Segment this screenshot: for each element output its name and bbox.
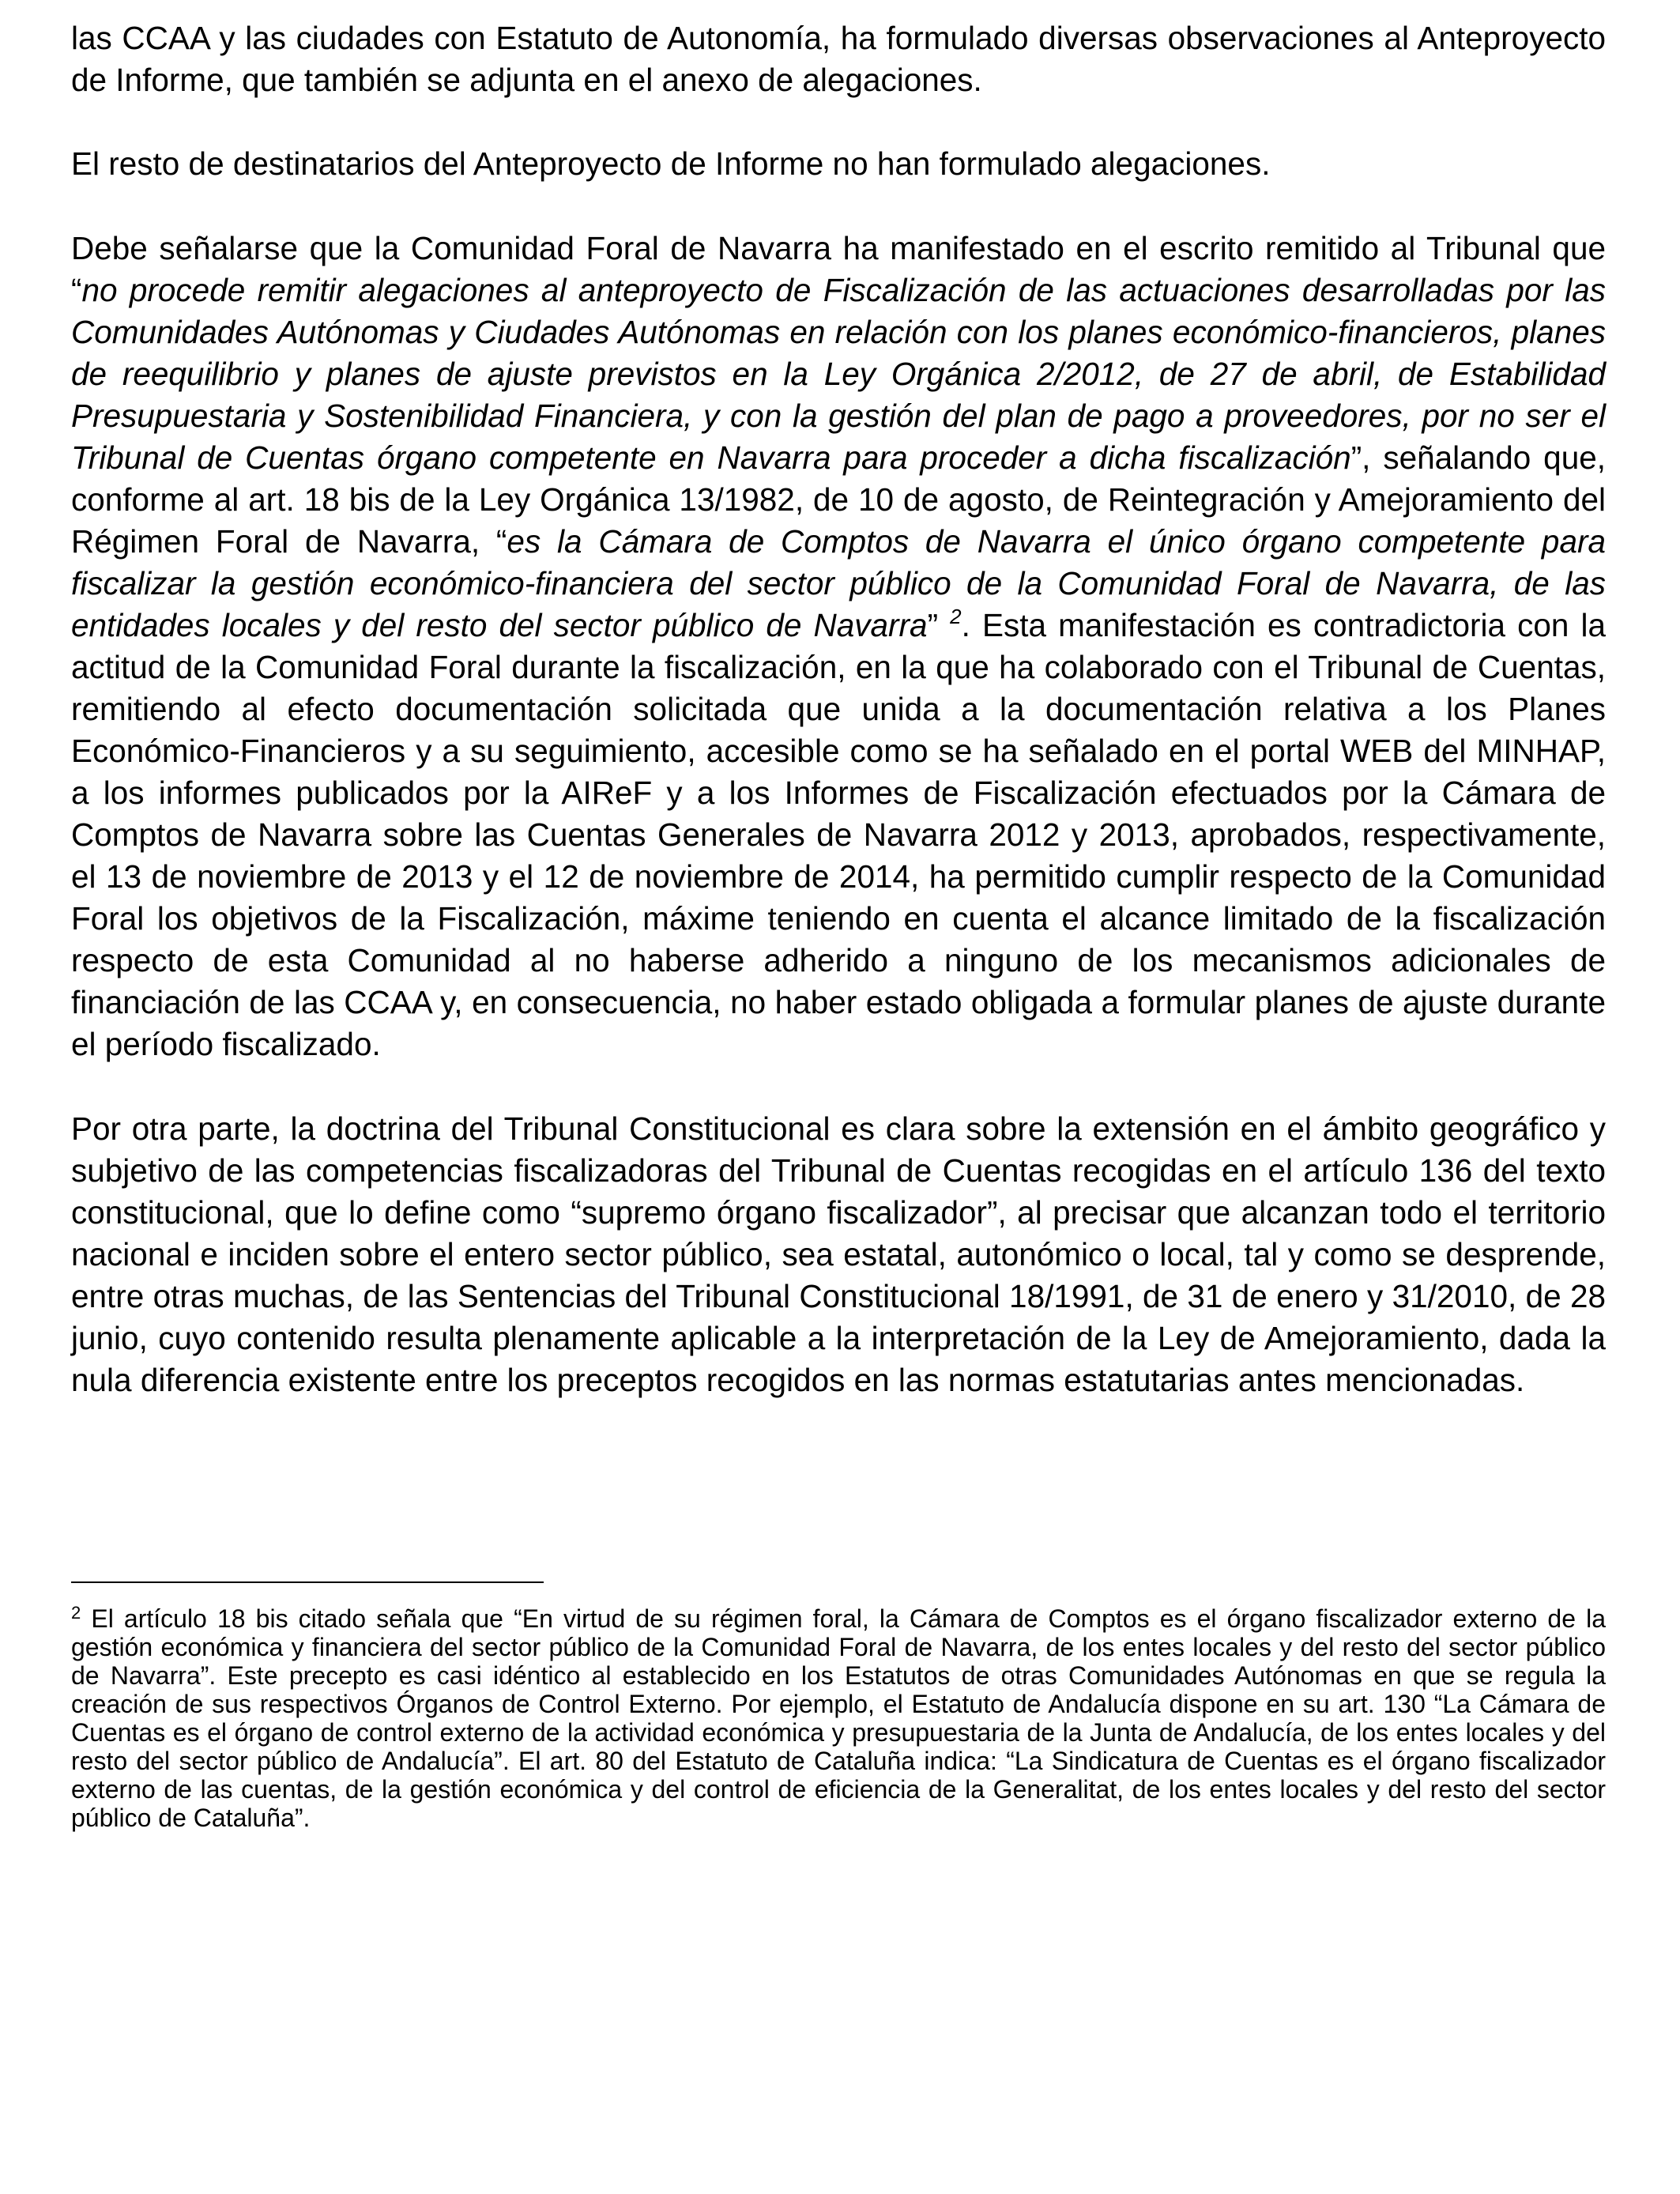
paragraph-3-text-d: . Esta manifestación es contradictoria con la actitud de la Comunidad Foral durante la fiscalización, en la que ha colaborado con el Tribunal de Cuentas, remitiendo al efecto documentación solicitada que unida a la documentación relativa a los Planes Económico-Financieros y a su seguimiento, accesible como se ha señalado en el portal WEB del MINHAP, a los informes publicados por la AIReF y a los Informes de Fiscalización efectuados por la Cámara de Comptos de Navarra sobre las Cuentas Generales de Navarra 2012 y 2013, aprobados, respectivamente, el 13 de noviembre de 2013 y el 12 de noviembre de 2014, ha permitido cumplir respecto de la Comunidad Foral los objetivos de la Fiscalización, máxime teniendo en cuenta el alcance limitado de la fiscalización respecto de esta Comunidad al no haberse adherido a ninguno de los mecanismos adicionales de financiación de las CCAA y, en consecuencia, no haber estado obligada a formular planes de ajuste durante el período fiscalizado.	[71, 607, 1606, 1062]
footnote-text: El artículo 18 bis citado señala que “En virtud de su régimen foral, la Cámara de Comptos es el órgano fiscalizador externo de la gestión económica y financiera del sector público de la Comunidad Foral de Navarra, de los entes locales y del resto del sector público de Navarra”. Este precepto es casi idéntico al establecido en los Estatutos de otras Comunidades Autónomas en que se regula la creación de sus respectivos Órganos de Control Externo. Por ejemplo, el Estatuto de Andalucía dispone en su art. 130 “La Cámara de Cuentas es el órgano de control externo de la actividad económica y presupuestaria de la Junta de Andalucía, de los entes locales y del resto del sector público de Andalucía”. El art. 80 del Estatuto de Cataluña indica: “La Sindicatura de Cuentas es el órgano fiscalizador externo de las cuentas, de la gestión económica y del control de eficiencia de la Generalitat, de los entes locales y del resto del sector público de Cataluña”.	[71, 1604, 1606, 1832]
paragraph-3-text-b: ”, señalando que, conforme al art. 18 bis de la Ley Orgánica 13/1982, de 10 de agosto, de Reintegración y Amejoramiento del Régimen Foral de Navarra, “	[71, 439, 1606, 560]
document-body	[71, 17, 1606, 1401]
footnote-number: 2	[71, 1603, 81, 1623]
navarra-quote-1: no procede remitir alegaciones al anteproyecto de Fiscalización de las actuaciones desarrolladas por las Comunidades Autónomas y Ciudades Autónomas en relación con los planes económico-financieros, planes de reequilibrio y planes de ajuste previstos en la Ley Orgánica 2/2012, de 27 de abril, de Estabilidad Presupuestaria y Sostenibilidad Financiera, y con la gestión del plan de pago a proveedores, por no ser el Tribunal de Cuentas órgano competente en Navarra para proceder a dicha fiscalización	[71, 272, 1606, 476]
paragraph-3-text-c: ”	[927, 607, 951, 643]
paragraph-1: las CCAA y las ciudades con Estatuto de Autonomía, ha formulado diversas observaciones al Anteproyecto de Informe, que también se adjunta en el anexo de alegaciones.	[71, 20, 1606, 98]
paragraph-4: Por otra parte, la doctrina del Tribunal Constitucional es clara sobre la extensión en el ámbito geográfico y subjetivo de las competencias fiscalizadoras del Tribunal de Cuentas recogidas en el artículo 136 del texto constitucional, que lo define como “supremo órgano fiscalizador”, al precisar que alcanzan todo el territorio nacional e inciden sobre el entero sector público, sea estatal, autonómico o local, tal y como se desprende, entre otras muchas, de las Sentencias del Tribunal Constitucional 18/1991, de 31 de enero y 31/2010, de 28 junio, cuyo contenido resulta plenamente aplicable a la interpretación de la Ley de Amejoramiento, dada la nula diferencia existente entre los preceptos recogidos en las normas estatutarias antes mencionadas.	[71, 1110, 1606, 1398]
navarra-quote-2: es la Cámara de Comptos de Navarra el único órgano competente para fiscalizar la gestión económico-financiera del sector público de la Comunidad Foral de Navarra, de las entidades locales y del resto del sector público de Navarra	[71, 523, 1606, 643]
paragraph-3	[71, 228, 1606, 1065]
footnote-reference[interactable]: 2	[950, 605, 962, 628]
paragraph-2: El resto de destinatarios del Anteproyecto de Informe no han formulado alegaciones.	[71, 145, 1271, 182]
footnote	[71, 1604, 1606, 1832]
paragraph-3-text-a: Debe señalarse que la Comunidad Foral de Navarra ha manifestado en el escrito remitido al Tribunal que “	[71, 230, 1606, 308]
footnote-separator	[71, 1581, 544, 1583]
